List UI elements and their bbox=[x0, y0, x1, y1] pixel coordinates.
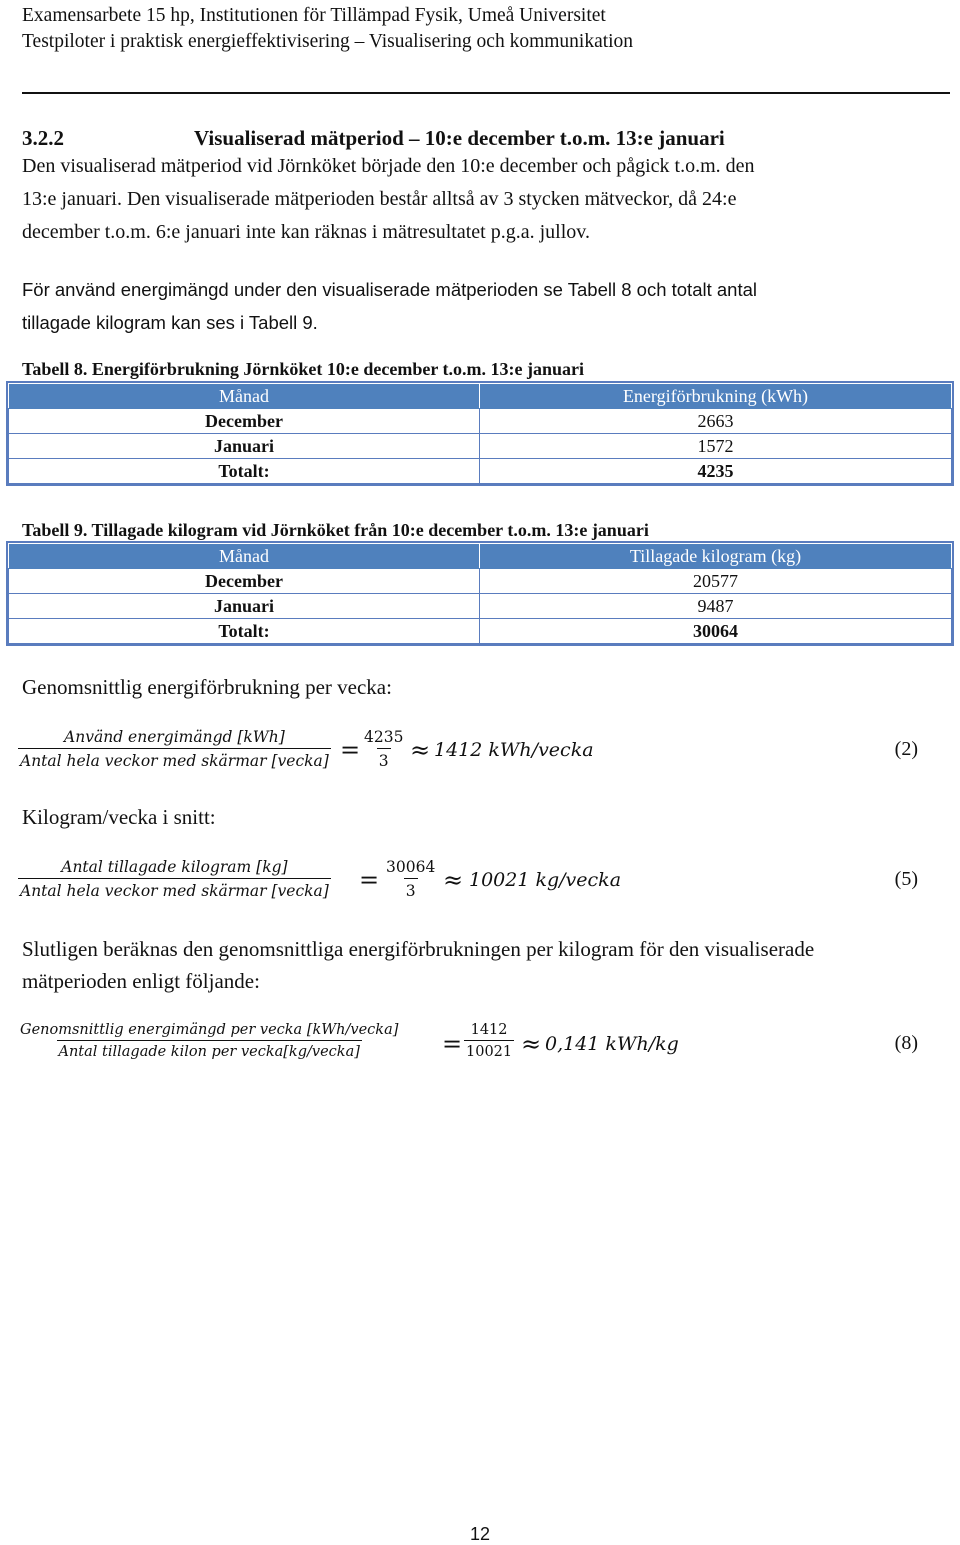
approx-sign: ≈ bbox=[410, 736, 431, 764]
paragraph-final-calc bbox=[22, 933, 942, 997]
table-row bbox=[9, 434, 952, 459]
numerator: Använd energimängd [kWh] bbox=[64, 728, 285, 746]
equation-result: 10021 kg/vecka bbox=[469, 869, 622, 891]
table-header-row bbox=[9, 384, 952, 409]
month-cell: Januari bbox=[9, 434, 480, 459]
numerator: 30064 bbox=[386, 858, 436, 876]
column-header: Månad bbox=[9, 544, 480, 569]
month-cell: Januari bbox=[9, 594, 480, 619]
paragraph-line: mätperioden enligt följande: bbox=[22, 969, 260, 993]
table9 bbox=[8, 543, 952, 644]
fraction-rhs bbox=[362, 728, 405, 770]
table8-caption: Tabell 8. Energiförbrukning Jörnköket 10:e december t.o.m. 13:e januari bbox=[22, 359, 584, 379]
numerator: 4235 bbox=[364, 728, 404, 746]
paragraph-line: 13:e januari. Den visualiserade mätperioden består alltså av 3 stycken mätveckor, då 24:e bbox=[22, 188, 737, 210]
page-number: 12 bbox=[469, 1524, 491, 1544]
section-heading bbox=[22, 126, 725, 151]
numerator: 1412 bbox=[470, 1022, 508, 1038]
total-value-cell: 4235 bbox=[480, 459, 952, 484]
paragraph-line: Slutligen beräknas den genomsnittliga energiförbrukningen per kilogram för den visualiserade bbox=[22, 937, 815, 961]
equation-result: 1412 kWh/vecka bbox=[434, 739, 594, 761]
denominator: Antal hela veckor med skärmar [vecka] bbox=[18, 878, 331, 900]
equation-number: (5) bbox=[894, 868, 918, 890]
table-header-row bbox=[9, 544, 952, 569]
numerator: Antal tillagade kilogram [kg] bbox=[61, 858, 288, 876]
month-cell: December bbox=[9, 409, 480, 434]
value-cell: 20577 bbox=[480, 569, 952, 594]
fraction-lhs bbox=[18, 858, 331, 900]
denominator: 3 bbox=[404, 878, 418, 900]
equation-number: (8) bbox=[894, 1032, 918, 1054]
column-header: Energiförbrukning (kWh) bbox=[480, 384, 952, 409]
equation-2 bbox=[18, 728, 938, 788]
paragraph-intro bbox=[22, 151, 942, 247]
table-row bbox=[9, 409, 952, 434]
denominator: 3 bbox=[377, 748, 391, 770]
fraction-rhs bbox=[384, 858, 437, 900]
denominator: Antal hela veckor med skärmar [vecka] bbox=[18, 748, 331, 770]
approx-sign: ≈ bbox=[443, 866, 464, 894]
paragraph-tables-ref bbox=[22, 273, 942, 339]
section-title: Visualiserad mätperiod – 10:e december t.o.m. 13:e januari bbox=[194, 126, 725, 150]
equals-sign: = bbox=[359, 866, 380, 894]
column-header: Månad bbox=[9, 384, 480, 409]
value-cell: 1572 bbox=[480, 434, 952, 459]
numerator: Genomsnittlig energimängd per vecka [kWh/vecka] bbox=[20, 1022, 399, 1038]
header-rule bbox=[22, 92, 950, 94]
equation-8 bbox=[18, 1022, 938, 1082]
fraction-lhs bbox=[18, 728, 331, 770]
equation-result: 0,141 kWh/kg bbox=[545, 1033, 679, 1055]
fraction-lhs bbox=[18, 1022, 400, 1060]
paragraph-line: För använd energimängd under den visualiserade mätperioden se Tabell 8 och totalt antal bbox=[22, 279, 757, 300]
table-row bbox=[9, 619, 952, 644]
table-row bbox=[9, 569, 952, 594]
paragraph-line: december t.o.m. 6:e januari inte kan räknas i mätresultatet p.g.a. jullov. bbox=[22, 221, 590, 243]
approx-sign: ≈ bbox=[521, 1030, 542, 1058]
equals-sign: = bbox=[442, 1030, 463, 1058]
column-header: Tillagade kilogram (kg) bbox=[480, 544, 952, 569]
fraction-rhs bbox=[464, 1022, 514, 1060]
total-label-cell: Totalt: bbox=[9, 619, 480, 644]
table-row bbox=[9, 594, 952, 619]
denominator: Antal tillagade kilon per vecka[kg/vecka] bbox=[57, 1040, 362, 1060]
kg-per-week-label: Kilogram/vecka i snitt: bbox=[22, 805, 216, 829]
running-header-subtitle: Testpiloter i praktisk energieffektivisering – Visualisering och kommunikation bbox=[22, 31, 634, 52]
table9-caption: Tabell 9. Tillagade kilogram vid Jörnköket från 10:e december t.o.m. 13:e januari bbox=[22, 520, 649, 540]
table8 bbox=[8, 383, 952, 484]
paragraph-line: tillagade kilogram kan ses i Tabell 9. bbox=[22, 312, 318, 333]
equation-5 bbox=[18, 858, 938, 918]
table-row bbox=[9, 459, 952, 484]
equals-sign: = bbox=[340, 736, 361, 764]
total-label-cell: Totalt: bbox=[9, 459, 480, 484]
value-cell: 2663 bbox=[480, 409, 952, 434]
denominator: 10021 bbox=[464, 1040, 514, 1060]
month-cell: December bbox=[9, 569, 480, 594]
value-cell: 9487 bbox=[480, 594, 952, 619]
section-number: 3.2.2 bbox=[22, 126, 64, 150]
paragraph-line: Den visualiserad mätperiod vid Jörnköket började den 10:e december och pågick t.o.m. den bbox=[22, 155, 755, 177]
running-header-title: Examensarbete 15 hp, Institutionen för Tillämpad Fysik, Umeå Universitet bbox=[22, 5, 606, 26]
energy-per-week-label: Genomsnittlig energiförbrukning per vecka: bbox=[22, 675, 392, 699]
total-value-cell: 30064 bbox=[480, 619, 952, 644]
equation-number: (2) bbox=[894, 738, 918, 760]
